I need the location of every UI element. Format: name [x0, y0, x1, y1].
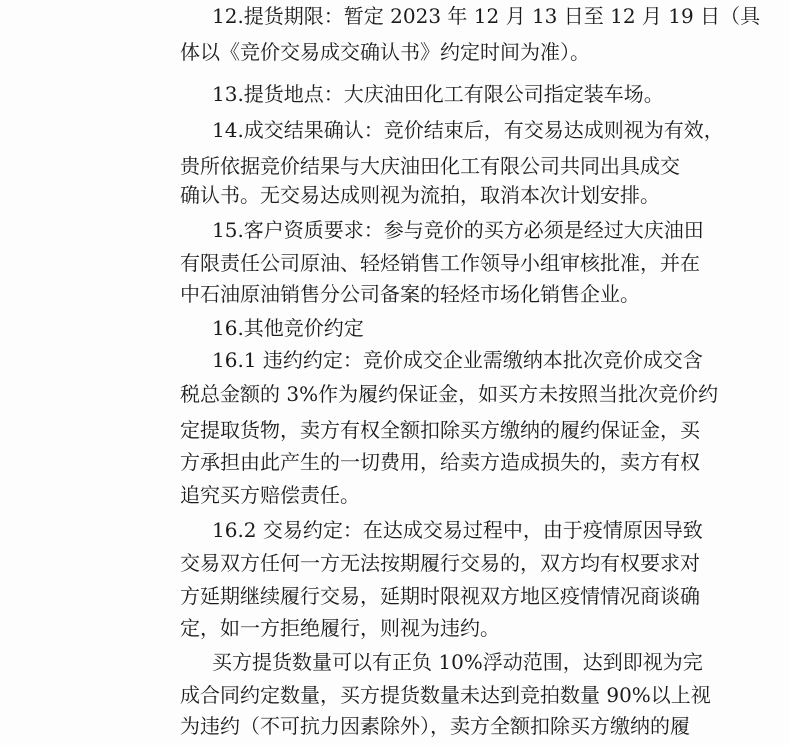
section-heading: 16.其他竞价约定: [212, 316, 364, 340]
text-line: 15.客户资质要求：参与竞价的买方必须是经过大庆油田: [212, 218, 704, 242]
text-line: 14.成交结果确认：竞价结束后，有交易达成则视为有效，: [212, 118, 724, 142]
text-line: 定提取货物，卖方有权全额扣除买方缴纳的履约保证金，买: [180, 418, 700, 442]
text-line: 方承担由此产生的一切费用，给卖方造成损失的，卖方有权: [180, 450, 700, 474]
text-line: 有限责任公司原油、轻烃销售工作领导小组审核批准，并在: [180, 251, 700, 275]
text-line: 方延期继续履行交易，延期时限视双方地区疫情情况商谈确: [180, 584, 700, 608]
text-line: 13.提货地点：大庆油田化工有限公司指定装车场。: [212, 82, 664, 106]
text-line: 交易双方任何一方无法按期履行交易的，双方均有权要求对: [180, 551, 700, 575]
text-line: 中石油原油销售分公司备案的轻烃市场化销售企业。: [180, 282, 640, 306]
text-line: 为违约（不可抗力因素除外），卖方全额扣除买方缴纳的履: [180, 714, 690, 738]
text-line: 16.1 违约约定：竞价成交企业需缴纳本批次竞价成交含: [212, 348, 703, 372]
text-line: 买方提货数量可以有正负 10%浮动范围，达到即视为完: [212, 650, 703, 674]
text-line: 税总金额的 3%作为履约保证金，如买方未按照当批次竞价约: [180, 382, 719, 406]
text-line: 体以《竞价交易成交确认书》约定时间为准）。: [180, 40, 590, 64]
text-line: 16.2 交易约定：在达成交易过程中，由于疫情原因导致: [212, 518, 703, 542]
text-line: 定，如一方拒绝履行，则视为违约。: [180, 616, 500, 640]
text-line: 12.提货期限：暂定 2023 年 12 月 13 日至 12 月 19 日（具: [212, 4, 761, 28]
text-line: 追究买方赔偿责任。: [180, 483, 360, 507]
text-line: 贵所依据竞价结果与大庆油田化工有限公司共同出具成交: [180, 154, 680, 178]
text-line: 成合同约定数量，买方提货数量未达到竞拍数量 90%以上视: [180, 683, 711, 707]
text-line: 确认书。无交易达成则视为流拍，取消本次计划安排。: [180, 183, 660, 207]
